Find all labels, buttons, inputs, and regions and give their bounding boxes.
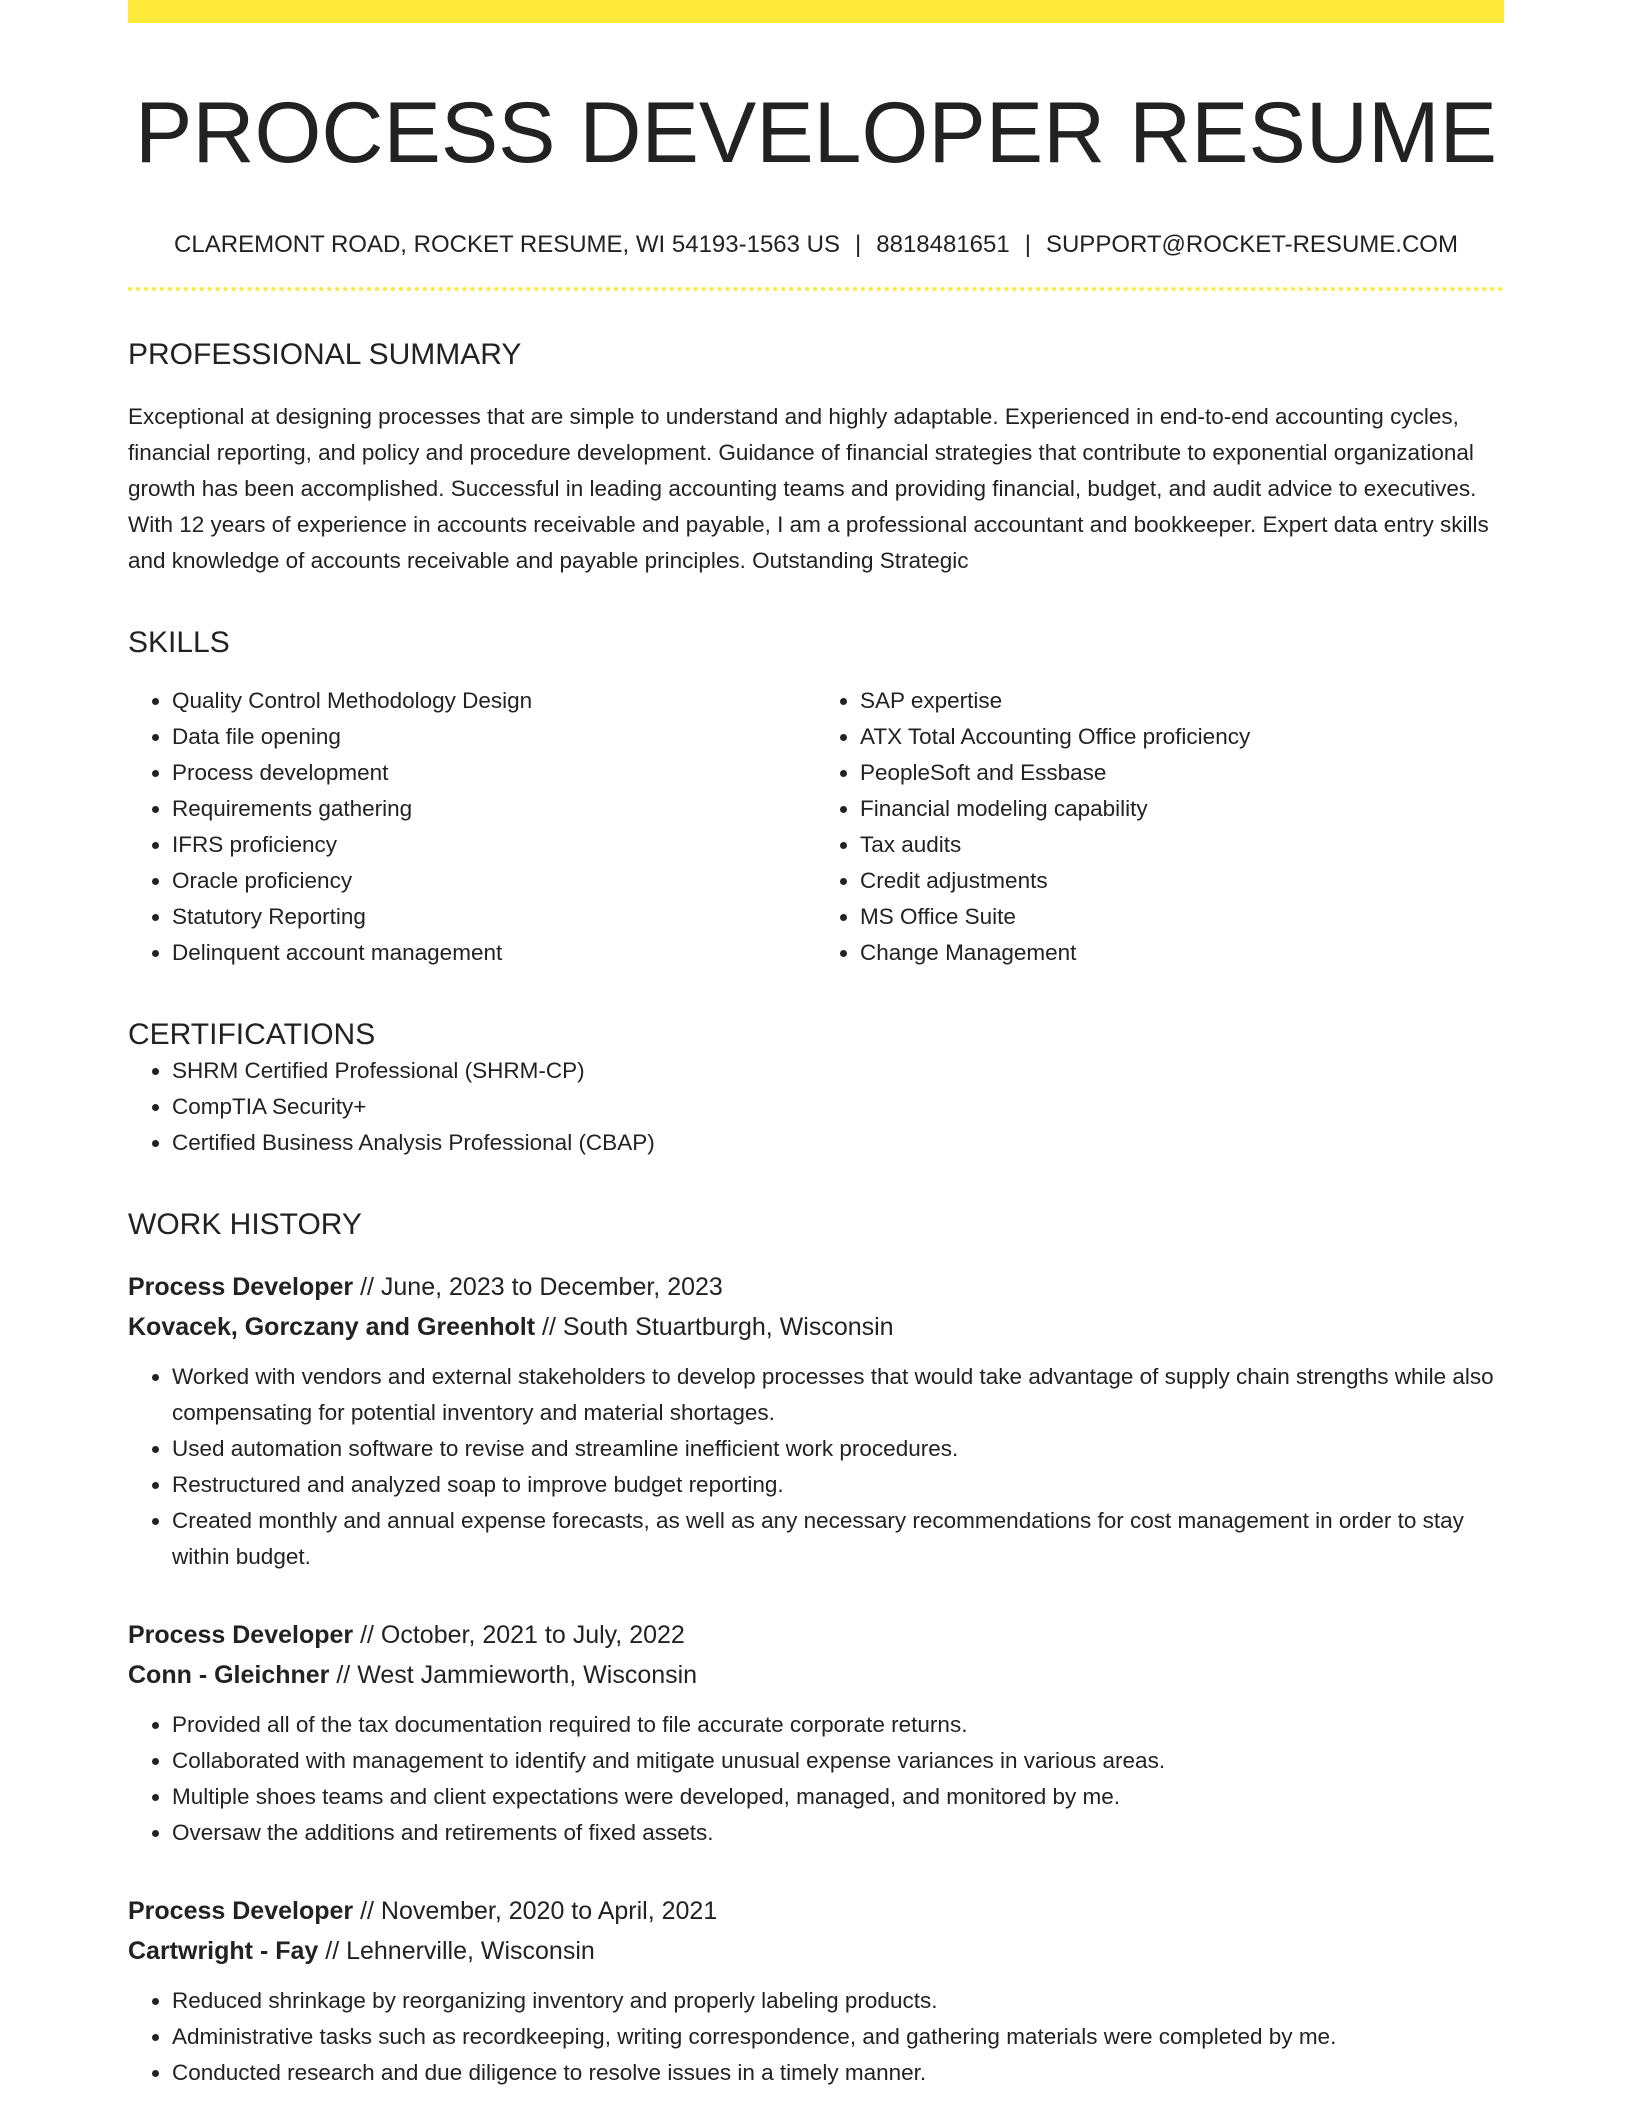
- skill-item: • Tax audits: [860, 827, 1504, 863]
- certification-item: • CompTIA Security+: [172, 1089, 1504, 1125]
- job-location: // Lehnerville, Wisconsin: [318, 1936, 595, 1965]
- contact-email: SUPPORT@ROCKET-RESUME.COM: [1045, 230, 1458, 258]
- job-duty-item: • Multiple shoes teams and client expectations were developed, managed, and monitored by me.: [172, 1779, 1504, 1815]
- skill-item: • ATX Total Accounting Office proficiency: [860, 719, 1504, 755]
- skill-item: • Process development: [172, 755, 816, 791]
- certification-item: • Certified Business Analysis Professional (CBAP): [172, 1125, 1504, 1161]
- resume-page: [128, 0, 1504, 2091]
- contact-phone: 8818481651: [876, 230, 1010, 258]
- job-duty-item: • Conducted research and due diligence to resolve issues in a timely manner.: [172, 2055, 1504, 2091]
- certifications-list: [128, 1053, 1504, 1161]
- job-company-line: [128, 1655, 1504, 1695]
- skills-left-list: [128, 683, 816, 971]
- job-duty-item: • Reduced shrinkage by reorganizing inventory and properly labeling products.: [172, 1983, 1504, 2019]
- job-duties-list: [128, 1359, 1504, 1575]
- job-duty-item: • Used automation software to revise and streamline inefficient work procedures.: [172, 1431, 1504, 1467]
- skill-item: • Quality Control Methodology Design: [172, 683, 816, 719]
- certification-item: • SHRM Certified Professional (SHRM-CP): [172, 1053, 1504, 1089]
- job-company-line: [128, 1931, 1504, 1971]
- skill-item: • Data file opening: [172, 719, 816, 755]
- job-duty-item: • Restructured and analyzed soap to improve budget reporting.: [172, 1467, 1504, 1503]
- contact-line: [128, 231, 1504, 259]
- work-history-heading: WORK HISTORY: [128, 1207, 362, 1241]
- job-location: // West Jammieworth, Wisconsin: [329, 1660, 698, 1689]
- skill-item: • IFRS proficiency: [172, 827, 816, 863]
- resume-title: PROCESS DEVELOPER RESUME: [134, 85, 1498, 181]
- skill-item: • Credit adjustments: [860, 863, 1504, 899]
- top-accent-bar: [128, 0, 1504, 23]
- job-dates: // June, 2023 to December, 2023: [353, 1272, 723, 1301]
- skill-item: • Financial modeling capability: [860, 791, 1504, 827]
- job-duty-item: • Administrative tasks such as recordkeeping, writing correspondence, and gathering materials were completed by me.: [172, 2019, 1504, 2055]
- contact-address: CLAREMONT ROAD, ROCKET RESUME, WI 54193-1563 US: [174, 230, 841, 258]
- certifications-heading: CERTIFICATIONS: [128, 1017, 376, 1051]
- job-role: Process Developer: [128, 1896, 354, 1925]
- dotted-divider: [128, 287, 1504, 291]
- skill-item: • Statutory Reporting: [172, 899, 816, 935]
- skill-item: • Oracle proficiency: [172, 863, 816, 899]
- job-entry: [128, 1615, 1504, 1851]
- job-role-line: [128, 1615, 1504, 1655]
- job-role-line: [128, 1267, 1504, 1307]
- job-company: Cartwright - Fay: [128, 1936, 319, 1965]
- job-duties-list: [128, 1707, 1504, 1851]
- contact-separator: |: [855, 230, 862, 258]
- skill-item: • Requirements gathering: [172, 791, 816, 827]
- job-role: Process Developer: [128, 1620, 354, 1649]
- skill-item: • MS Office Suite: [860, 899, 1504, 935]
- job-dates: // November, 2020 to April, 2021: [353, 1896, 718, 1925]
- job-role-line: [128, 1891, 1504, 1931]
- job-duty-item: • Created monthly and annual expense forecasts, as well as any necessary recommendations for cost management in order to stay within budget.: [172, 1503, 1504, 1575]
- summary-text: Exceptional at designing processes that are simple to understand and highly adaptable. Experienced in end-to-end accounting cycles, financial reporting, and policy and procedure development. Guidance of financial strategies that contribute to exponential organizational growth has been accomplished. Successful in leading accounting teams and providing financial, budget, and audit advice to executives. With 12 years of experience in accounts receivable and payable, I am a professional accountant and bookkeeper. Expert data entry skills and knowledge of accounts receivable and payable principles. Outstanding Strategic: [128, 403, 1489, 573]
- job-entry: [128, 1267, 1504, 1575]
- job-company-line: [128, 1307, 1504, 1347]
- skills-heading: SKILLS: [128, 625, 230, 659]
- job-entry: [128, 1891, 1504, 2091]
- job-duty-item: • Provided all of the tax documentation required to file accurate corporate returns.: [172, 1707, 1504, 1743]
- job-company: Kovacek, Gorczany and Greenholt: [128, 1312, 536, 1341]
- job-duty-item: • Collaborated with management to identify and mitigate unusual expense variances in various areas.: [172, 1743, 1504, 1779]
- job-duty-item: • Oversaw the additions and retirements of fixed assets.: [172, 1815, 1504, 1851]
- skills-columns: [128, 683, 1504, 971]
- skill-item: • SAP expertise: [860, 683, 1504, 719]
- skill-item: • Change Management: [860, 935, 1504, 971]
- job-duty-item: • Worked with vendors and external stakeholders to develop processes that would take advantage of supply chain strengths while also compensating for potential inventory and material shortages.: [172, 1359, 1504, 1431]
- job-location: // South Stuartburgh, Wisconsin: [535, 1312, 894, 1341]
- job-duties-list: [128, 1983, 1504, 2091]
- skills-right-list: [816, 683, 1504, 971]
- summary-heading: PROFESSIONAL SUMMARY: [128, 337, 522, 371]
- job-company: Conn - Gleichner: [128, 1660, 330, 1689]
- skill-item: • PeopleSoft and Essbase: [860, 755, 1504, 791]
- job-role: Process Developer: [128, 1272, 354, 1301]
- contact-separator: |: [1024, 230, 1031, 258]
- job-dates: // October, 2021 to July, 2022: [353, 1620, 685, 1649]
- skill-item: • Delinquent account management: [172, 935, 816, 971]
